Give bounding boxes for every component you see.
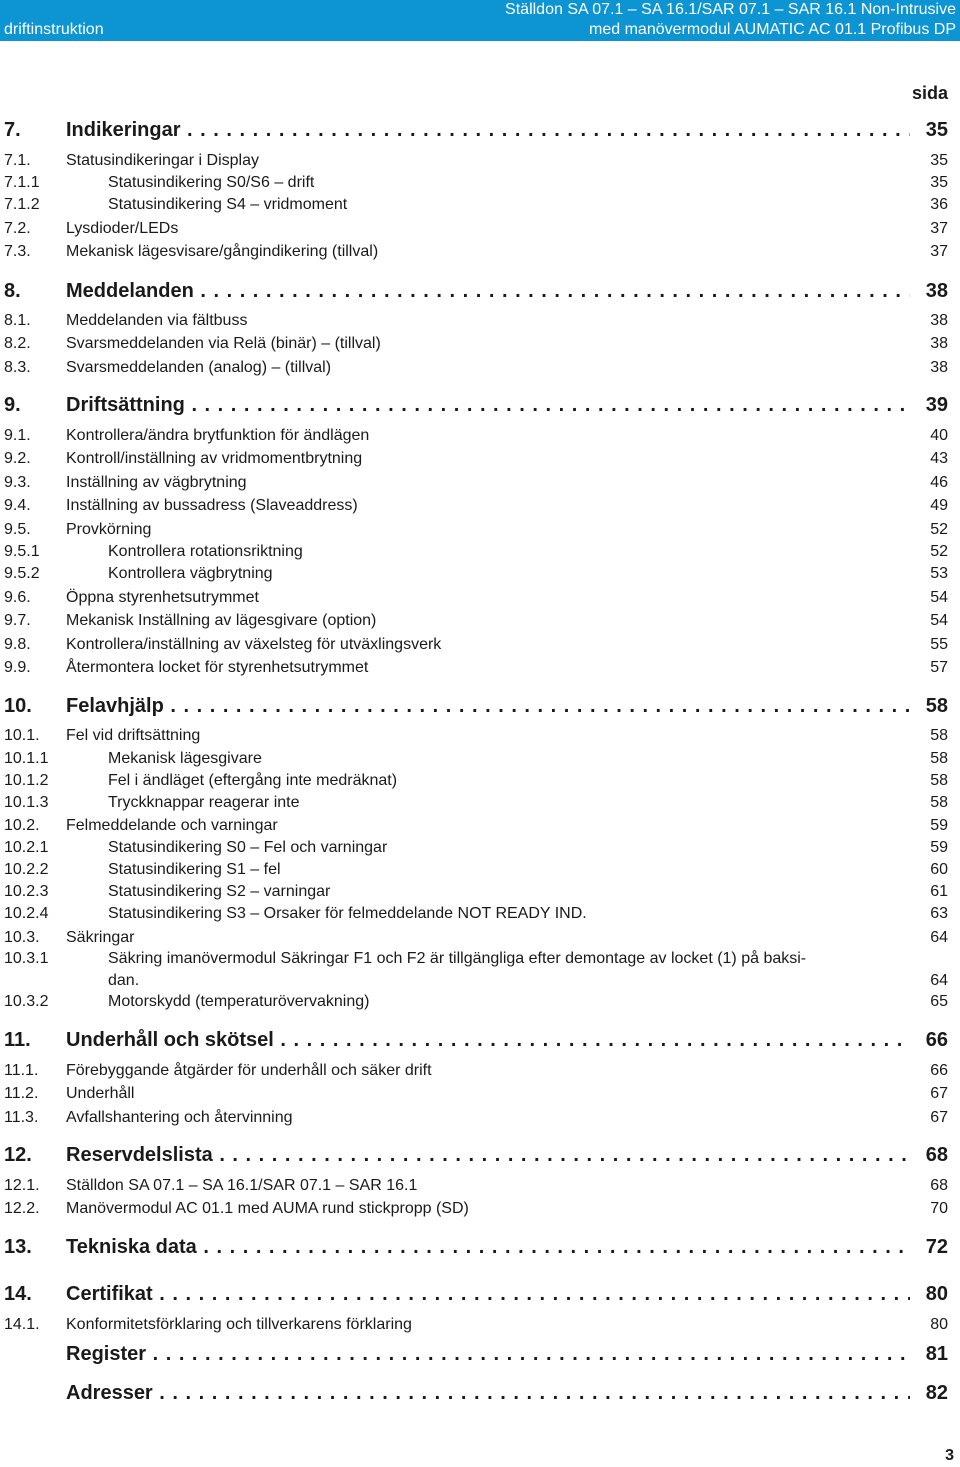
toc-title: Indikeringar . . .: [66, 117, 910, 143]
toc-page: 65: [930, 993, 948, 1010]
toc-title: Svarsmeddelanden (analog) – (tillval): [66, 359, 332, 376]
toc-number: 8.3.: [4, 359, 31, 376]
toc-number: 9.7.: [4, 612, 31, 629]
toc-number: 10.2.4: [4, 905, 49, 922]
header-product-line-2: med manövermodul AUMATIC AC 01.1 Profibus DP: [589, 21, 956, 38]
toc-page: 43: [930, 450, 948, 467]
toc-entry-10-3-1[interactable]: [0, 948, 960, 992]
toc-number: 12.: [4, 1144, 32, 1166]
toc-page: 58: [930, 727, 948, 744]
toc-entry-9-1[interactable]: [0, 425, 960, 447]
toc-title: Säkringar: [66, 929, 135, 946]
toc-page: 35: [925, 119, 948, 141]
toc-number: 12.1.: [4, 1177, 40, 1194]
toc-entry-9-7[interactable]: [0, 610, 960, 632]
toc-page: 39: [925, 394, 948, 416]
toc-page: 38: [930, 312, 948, 329]
toc-number: 9.8.: [4, 636, 31, 653]
toc-entry-12-2[interactable]: [0, 1198, 960, 1220]
toc-section-8[interactable]: [0, 278, 960, 304]
toc-title: Kontrollera rotationsriktning: [108, 543, 303, 560]
toc-page: 37: [930, 243, 948, 260]
toc-page: 59: [930, 817, 948, 834]
toc-title: Öppna styrenhetsutrymmet: [66, 589, 259, 606]
toc-page: 37: [930, 220, 948, 237]
toc-number: 11.3.: [4, 1109, 39, 1126]
toc-page: 61: [930, 883, 948, 900]
toc-page: 35: [930, 152, 948, 169]
toc-page: 38: [925, 280, 948, 302]
toc-title: Fel i ändläget (eftergång inte medräknat): [108, 772, 398, 789]
toc-entry-11-2[interactable]: [0, 1083, 960, 1105]
toc-section-9[interactable]: [0, 392, 960, 418]
toc-page: 49: [930, 497, 948, 514]
toc-title: Statusindikering S1 – fel: [108, 861, 281, 878]
toc-title: Motorskydd (temperaturövervakning): [108, 993, 370, 1010]
toc-title: Ställdon SA 07.1 – SA 16.1/SAR 07.1 – SAR 16.1: [66, 1177, 418, 1194]
toc-title: Statusindikering S4 – vridmoment: [108, 196, 348, 213]
toc-number: 14.: [4, 1283, 32, 1305]
toc-section-13[interactable]: [0, 1234, 960, 1260]
toc-title: Register . . .: [66, 1341, 910, 1367]
toc-title: Mekanisk lägesvisare/gångindikering (tillval): [66, 243, 379, 260]
toc-title: Statusindikering S0 – Fel och varningar: [108, 839, 388, 856]
toc-entry-10-2-2[interactable]: [0, 859, 960, 881]
toc-title: Underhåll och skötsel . . .: [66, 1027, 910, 1053]
toc-title: Säkring imanövermodul Säkringar F1 och F2 är tillgängliga efter demontage av locket (1) på baksi-: [108, 950, 807, 967]
toc-title: Fel vid driftsättning: [66, 727, 201, 744]
toc-entry-9-5-2[interactable]: [0, 563, 960, 585]
toc-number: 14.1.: [4, 1316, 40, 1333]
toc-entry-10-2-4[interactable]: [0, 903, 960, 925]
toc-title: Felavhjälp . . .: [66, 693, 910, 719]
toc-number: 10.1.2: [4, 772, 49, 789]
toc-entry-12-1[interactable]: [0, 1175, 960, 1197]
toc-title: Adresser . . .: [66, 1380, 910, 1406]
toc-title: Statusindikering S2 – varningar: [108, 883, 331, 900]
toc-entry-11-1[interactable]: [0, 1060, 960, 1082]
toc-page: 67: [930, 1085, 948, 1102]
toc-entry-8-2[interactable]: [0, 333, 960, 355]
toc-number: 10.2.2: [4, 861, 49, 878]
toc-page: 35: [930, 174, 948, 191]
toc-page: 53: [930, 565, 948, 582]
toc-section-adresser[interactable]: [0, 1380, 960, 1406]
toc-entry-9-8[interactable]: [0, 634, 960, 656]
toc-number: 9.5.: [4, 521, 31, 538]
toc-page: 72: [925, 1236, 948, 1258]
toc-entry-9-3[interactable]: [0, 472, 960, 494]
toc-entry-14-1[interactable]: [0, 1314, 960, 1336]
toc-number: 10.3.2: [4, 993, 49, 1010]
toc-title: Kontrollera/inställning av växelsteg för utväxlingsverk: [66, 636, 442, 653]
toc-title: Mekanisk Inställning av lägesgivare (option): [66, 612, 377, 629]
toc-number: 9.2.: [4, 450, 31, 467]
toc-number: 10.2.: [4, 817, 40, 834]
toc-page: 58: [925, 695, 948, 717]
toc-title: Felmeddelande och varningar: [66, 817, 278, 834]
toc-entry-7-1-1[interactable]: [0, 172, 960, 194]
toc-entry-10-2-1[interactable]: [0, 837, 960, 859]
toc-entry-7-3[interactable]: [0, 241, 960, 263]
toc-page: 82: [925, 1382, 948, 1404]
toc-page: 54: [930, 589, 948, 606]
toc-entry-9-6[interactable]: [0, 587, 960, 609]
toc-title: Mekanisk lägesgivare: [108, 750, 262, 767]
toc-number: 7.2.: [4, 220, 31, 237]
toc-title: Certifikat . . .: [66, 1281, 910, 1307]
toc-entry-9-5-1[interactable]: [0, 541, 960, 563]
toc-entry-8-3[interactable]: [0, 357, 960, 379]
toc-number: 9.5.2: [4, 565, 40, 582]
toc-number: 7.1.2: [4, 196, 40, 213]
toc-entry-10-1-3[interactable]: [0, 792, 960, 814]
toc-page: 64: [930, 929, 948, 946]
page-number: 3: [945, 1447, 954, 1464]
toc-entry-8-1[interactable]: [0, 310, 960, 332]
toc-number: 9.4.: [4, 497, 31, 514]
toc-page: 36: [930, 196, 948, 213]
toc-number: 10.1.: [4, 727, 40, 744]
toc-title: Tryckknappar reagerar inte: [108, 794, 300, 811]
toc-entry-7-1[interactable]: [0, 150, 960, 172]
toc-number: 10.1.1: [4, 750, 49, 767]
header-product-line-1: Ställdon SA 07.1 – SA 16.1/SAR 07.1 – SAR 16.1 Non-Intrusive: [505, 1, 956, 18]
toc-number: 7.3.: [4, 243, 31, 260]
toc-number: 7.: [4, 119, 21, 141]
toc-number: 9.6.: [4, 589, 31, 606]
toc-entry-9-2[interactable]: [0, 448, 960, 470]
toc-number: 8.: [4, 280, 21, 302]
toc-title: Underhåll: [66, 1085, 135, 1102]
toc-page: 58: [930, 750, 948, 767]
toc-title: Lysdioder/LEDs: [66, 220, 179, 237]
toc-page: 80: [930, 1316, 948, 1333]
toc-title-continuation: dan.: [108, 972, 140, 989]
toc-title: Meddelanden via fältbuss: [66, 312, 248, 329]
toc-page: 58: [930, 772, 948, 789]
toc-page: 59: [930, 839, 948, 856]
toc-page: 38: [930, 335, 948, 352]
toc-title: Avfallshantering och återvinning: [66, 1109, 293, 1126]
toc-number: 13.: [4, 1236, 32, 1258]
toc-title: Svarsmeddelanden via Relä (binär) – (tillval): [66, 335, 381, 352]
toc-entry-10-3[interactable]: [0, 927, 960, 949]
page-column-label: sida: [911, 83, 948, 103]
toc-entry-7-2[interactable]: [0, 218, 960, 240]
toc-page: 54: [930, 612, 948, 629]
toc-entry-10-1-1[interactable]: [0, 748, 960, 770]
toc-number: 9.3.: [4, 474, 31, 491]
toc-number: 11.1.: [4, 1062, 39, 1079]
toc-number: 11.: [4, 1029, 31, 1051]
toc-title: Inställning av vägbrytning: [66, 474, 247, 491]
toc-number: 8.1.: [4, 312, 31, 329]
toc-page: 64: [930, 972, 948, 989]
toc-page: 68: [925, 1144, 948, 1166]
toc-title: Reservdelslista . . .: [66, 1142, 910, 1168]
toc-section-12[interactable]: [0, 1142, 960, 1168]
toc-number: 10.3.: [4, 929, 40, 946]
toc-section-7[interactable]: [0, 117, 960, 143]
toc-page: 52: [930, 521, 948, 538]
toc-section-14[interactable]: [0, 1281, 960, 1307]
toc-entry-10-2[interactable]: [0, 815, 960, 837]
toc-number: 10.2.3: [4, 883, 49, 900]
toc-page: 40: [930, 427, 948, 444]
toc-page: 66: [925, 1029, 948, 1051]
toc-title: Återmontera locket för styrenhetsutrymmet: [66, 659, 369, 676]
toc-page: 57: [930, 659, 948, 676]
toc-title: Kontroll/inställning av vridmomentbrytning: [66, 450, 363, 467]
toc-title: Meddelanden . . .: [66, 278, 910, 304]
toc-title: Statusindikeringar i Display: [66, 152, 259, 169]
toc-page: 63: [930, 905, 948, 922]
toc-section-register[interactable]: [0, 1341, 960, 1367]
toc-page: 66: [930, 1062, 948, 1079]
toc-page: 67: [930, 1109, 948, 1126]
toc-entry-10-1-2[interactable]: [0, 770, 960, 792]
toc-page: 58: [930, 794, 948, 811]
toc-number: 7.1.: [4, 152, 31, 169]
toc-number: 7.1.1: [4, 174, 40, 191]
toc-title: Manövermodul AC 01.1 med AUMA rund stickpropp (SD): [66, 1200, 469, 1217]
toc-page: 68: [930, 1177, 948, 1194]
toc-section-10[interactable]: [0, 693, 960, 719]
header-doc-type: driftinstruktion: [4, 21, 104, 38]
toc-title: Förebyggande åtgärder för underhåll och säker drift: [66, 1062, 432, 1079]
page-header: [0, 0, 960, 41]
toc-number: 10.3.1: [4, 950, 49, 967]
toc-number: 8.2.: [4, 335, 31, 352]
toc-page: 70: [930, 1200, 948, 1217]
header-product-title: [505, 0, 956, 40]
toc-number: 11.2.: [4, 1085, 39, 1102]
toc-number: 9.9.: [4, 659, 31, 676]
toc-entry-9-4[interactable]: [0, 495, 960, 517]
toc-title: Statusindikering S0/S6 – drift: [108, 174, 315, 191]
toc-number: 10.: [4, 695, 32, 717]
toc-number: 9.5.1: [4, 543, 40, 560]
toc-entry-9-9[interactable]: [0, 657, 960, 679]
toc-title: Provkörning: [66, 521, 152, 538]
toc-number: 12.2.: [4, 1200, 40, 1217]
toc-number: 10.2.1: [4, 839, 49, 856]
toc-title: Driftsättning . . .: [66, 392, 910, 418]
toc-title: Statusindikering S3 – Orsaker för felmeddelande NOT READY IND.: [108, 905, 587, 922]
toc-page: 46: [930, 474, 948, 491]
toc-number: 9.1.: [4, 427, 31, 444]
toc-entry-7-1-2[interactable]: [0, 194, 960, 216]
toc-page: 81: [925, 1343, 948, 1365]
toc-title: Kontrollera vägbrytning: [108, 565, 273, 582]
toc-number: 10.1.3: [4, 794, 49, 811]
toc-entry-10-2-3[interactable]: [0, 881, 960, 903]
toc-page: 55: [930, 636, 948, 653]
toc-title: Konformitetsförklaring och tillverkarens förklaring: [66, 1316, 412, 1333]
toc-entry-9-5[interactable]: [0, 519, 960, 541]
toc-section-11[interactable]: [0, 1027, 960, 1053]
toc-entry-10-1[interactable]: [0, 725, 960, 747]
toc-page: 38: [930, 359, 948, 376]
toc-page: 52: [930, 543, 948, 560]
toc-number: 9.: [4, 394, 21, 416]
toc-title: Kontrollera/ändra brytfunktion för ändlägen: [66, 427, 370, 444]
toc-page: 80: [925, 1283, 948, 1305]
toc-entry-10-3-2[interactable]: [0, 991, 960, 1013]
toc-page: 60: [930, 861, 948, 878]
toc-entry-11-3[interactable]: [0, 1107, 960, 1129]
toc-title: Inställning av bussadress (Slaveaddress): [66, 497, 358, 514]
toc-title: Tekniska data . . .: [66, 1234, 910, 1260]
